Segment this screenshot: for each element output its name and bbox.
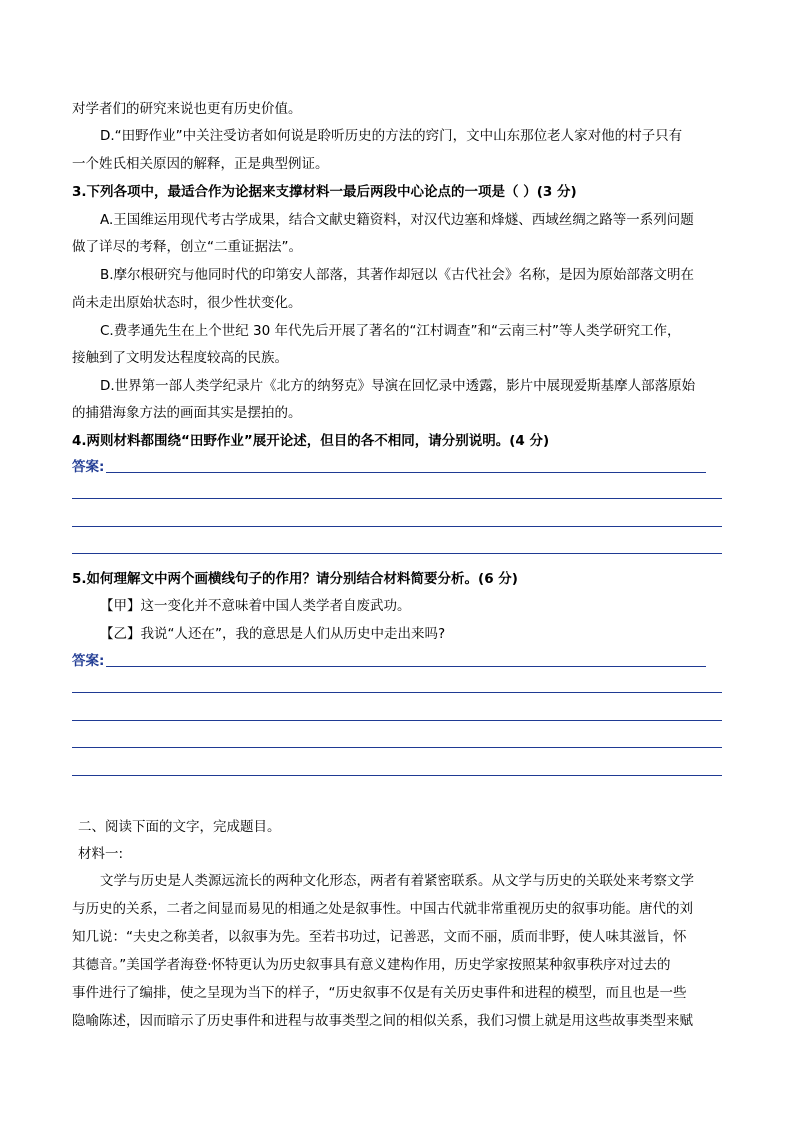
option-d-line-2: 一个姓氏相关原因的解释，正是典型例证。 (72, 156, 329, 172)
text-line: 对学者们的研究来说也更有历史价值。 (72, 101, 302, 117)
answer-label-q5: 答案: (72, 653, 105, 669)
paragraph-line-2: 与历史的关系，二者之间显而易见的相通之处是叙事性。中国古代就非常重视历史的叙事功能。唐代的刘 (72, 901, 693, 917)
answer-label-q4: 答案: (72, 459, 105, 475)
answer-line[interactable] (72, 720, 722, 721)
paragraph-line-5: 事件进行了编排，使之呈现为当下的样子，“历史叙事不仅是有关历史事件和进程的模型，而且也是一些 (72, 985, 687, 1001)
question-5: 5.如何理解文中两个画横线句子的作用？请分别结合材料简要分析。(6 分) (72, 571, 518, 587)
answer-line[interactable] (72, 775, 722, 776)
paragraph-line-6: 隐喻陈述，因而暗示了历史事件和进程与故事类型之间的相似关系，我们习惯上就是用这些故事类型来赋 (72, 1013, 693, 1029)
q3-option-c-line-1: C.费孝通先生在上个世纪 30 年代先后开展了著名的“江村调查”和“云南三村”等人类学研究工作， (100, 323, 681, 339)
material-1-label: 材料一: (78, 846, 124, 862)
answer-line[interactable] (72, 553, 722, 554)
q3-option-c-line-2: 接触到了文明发达程度较高的民族。 (72, 350, 288, 366)
question-4: 4.两则材料都围绕“田野作业”展开论述，但目的各不相同，请分别说明。(4 分) (72, 433, 550, 449)
answer-line[interactable] (72, 526, 722, 527)
answer-line[interactable] (106, 472, 706, 473)
paragraph-line-1: 文学与历史是人类源远流长的两种文化形态，两者有着紧密联系。从文学与历史的关联处来考察文学 (100, 873, 694, 889)
paragraph-line-3: 知几说：“夫史之称美者，以叙事为先。至若书功过，记善恶，文而不丽，质而非野，使人味其滋旨，怀 (72, 929, 687, 945)
q3-option-b-line-1: B.摩尔根研究与他同时代的印第安人部落，其著作却冠以《古代社会》名称，是因为原始部落文明在 (100, 267, 695, 283)
q3-option-a-line-1: A.王国维运用现代考古学成果，结合文献史籍资料，对汉代边塞和烽燧、西域丝绸之路等一系列问题 (100, 212, 694, 228)
answer-line[interactable] (72, 692, 722, 693)
sentence-yi: 【乙】我说“人还在”，我的意思是人们从历史中走出来吗? (100, 626, 446, 642)
question-3: 3.下列各项中，最适合作为论据来支撑材料一最后两段中心论点的一项是（ ）(3 分) (72, 184, 577, 200)
q3-option-a-line-2: 做了详尽的考释，创立“二重证据法”。 (72, 239, 302, 255)
paragraph-line-4: 其德音。”美国学者海登·怀特更认为历史叙事具有意义建构作用，历史学家按照某种叙事秩序对过去的 (72, 957, 671, 973)
option-d-line-1: D.“田野作业”中关注受访者如何说是聆听历史的方法的窍门，文中山东那位老人家对他的村子只有 (100, 128, 683, 144)
q3-option-d-line-1: D.世界第一部人类学纪录片《北方的纳努克》导演在回忆录中透露，影片中展现爱斯基摩人部落原始 (100, 378, 696, 394)
answer-line[interactable] (72, 498, 722, 499)
answer-line[interactable] (72, 747, 722, 748)
section-2-heading: 二、阅读下面的文字，完成题目。 (78, 819, 281, 835)
q3-option-d-line-2: 的捕猎海象方法的画面其实是摆拍的。 (72, 405, 302, 421)
answer-line[interactable] (106, 666, 706, 667)
sentence-jia: 【甲】这一变化并不意味着中国人类学者自废武功。 (100, 598, 411, 614)
q3-option-b-line-2: 尚未走出原始状态时，很少性状变化。 (72, 295, 302, 311)
